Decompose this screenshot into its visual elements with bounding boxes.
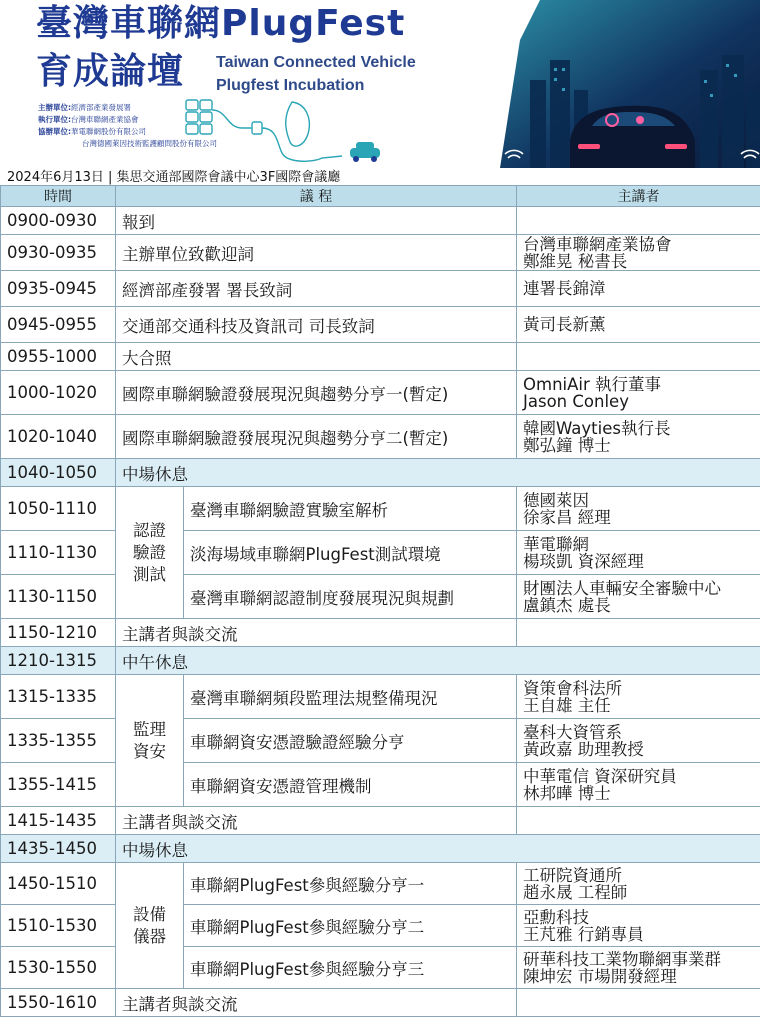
table-row: 1530-1550 車聯網PlugFest參與經驗分亨三 研華科技工業物聯網事業群 陳坤宏 市場開發經理 xyxy=(1,947,760,989)
table-row-break: 1210-1315 中午休息 xyxy=(1,647,760,675)
table-row: 1020-1040 國際車聯網驗證發展現況與趨勢分亨二(暫定) 韓國Wayties執行長 鄭弘鐘 博士 xyxy=(1,415,760,459)
table-row: 1150-1210 主講者與談交流 xyxy=(1,619,760,647)
table-row: 1110-1130 淡海場域車聯網PlugFest測試環境 華電聯網 楊琰凱 資深經理 xyxy=(1,531,760,575)
organizer-executor: 執行單位:台灣車聯網產業協會 xyxy=(38,115,139,124)
table-row: 1315-1335 監理 資安 臺灣車聯網頻段監理法規整備現況 資策會科法所 王自雄 主任 xyxy=(1,675,760,719)
banner xyxy=(0,0,760,168)
title-line1: 臺灣車聯網PlugFest xyxy=(36,3,406,44)
table-row: 1130-1150 臺灣車聯網認證制度發展現況與規劃 財團法人車輛安全審驗中心 盧鎮杰 處長 xyxy=(1,575,760,619)
header-speaker: 主講者 xyxy=(517,186,760,207)
group-label-regulation-security: 監理 資安 xyxy=(116,675,184,807)
table-row: 0955-1000 大合照 xyxy=(1,343,760,371)
title-en-line2: Plugfest Incubation xyxy=(216,77,365,94)
table-row-break: 1040-1050 中場休息 xyxy=(1,459,760,487)
table-row: 0900-0930 報到 xyxy=(1,207,760,235)
table-row: 1510-1530 車聯網PlugFest參與經驗分亨二 亞勳科技 王芃雅 行銷專員 xyxy=(1,905,760,947)
table-header-row xyxy=(1,186,760,207)
car-city-illustration xyxy=(500,0,760,168)
table-row: 1415-1435 主講者與談交流 xyxy=(1,807,760,835)
table-row: 0945-0955 交通部交通科技及資訊司 司長致詞 黃司長新薰 xyxy=(1,307,760,343)
schedule-table xyxy=(0,185,760,1017)
table-row: 1355-1415 車聯網資安憑證管理機制 中華電信 資深研究員 林邦曄 博士 xyxy=(1,763,760,807)
event-date-venue: 2024年6月13日 | 集思交通部國際會議中心3F國際會議廳 xyxy=(7,170,341,185)
organizer-coorganizer: 協辦單位:華電聯網股份有限公司 xyxy=(38,127,146,136)
connector-illustration xyxy=(182,98,392,168)
organizer-coorganizer-2: 台灣德國萊因技術監護顧問股份有限公司 xyxy=(82,139,217,148)
table-row: 1000-1020 國際車聯網驗證發展現況與趨勢分亨一(暫定) OmniAir 執行董事 Jason Conley xyxy=(1,371,760,415)
title-en-line1: Taiwan Connected Vehicle xyxy=(216,54,416,71)
header-time: 時間 xyxy=(1,186,116,207)
group-label-equipment: 設備 儀器 xyxy=(116,863,184,989)
table-row: 1050-1110 認證 驗證 測試 臺灣車聯網驗證實驗室解析 德國萊因 徐家昌 經理 xyxy=(1,487,760,531)
table-row: 0935-0945 經濟部產發署 署長致詞 連署長錦漳 xyxy=(1,271,760,307)
table-row: 1450-1510 設備 儀器 車聯網PlugFest參與經驗分亨一 工研院資通所 趙永晟 工程師 xyxy=(1,863,760,905)
organizer-host: 主辦單位:經濟部產業發展署 xyxy=(38,103,131,112)
header-agenda: 議 程 xyxy=(116,186,517,207)
table-row: 1335-1355 車聯網資安憑證驗證經驗分亨 臺科大資管系 黃政嘉 助理教授 xyxy=(1,719,760,763)
table-row-break: 1435-1450 中場休息 xyxy=(1,835,760,863)
table-row: 0930-0935 主辦單位致歡迎詞 台灣車聯網產業協會 鄭維晃 秘書長 xyxy=(1,235,760,271)
group-label-certification: 認證 驗證 測試 xyxy=(116,487,184,619)
title-line2: 育成論壇 xyxy=(36,51,185,92)
table-row: 1550-1610 主講者與談交流 xyxy=(1,989,760,1017)
